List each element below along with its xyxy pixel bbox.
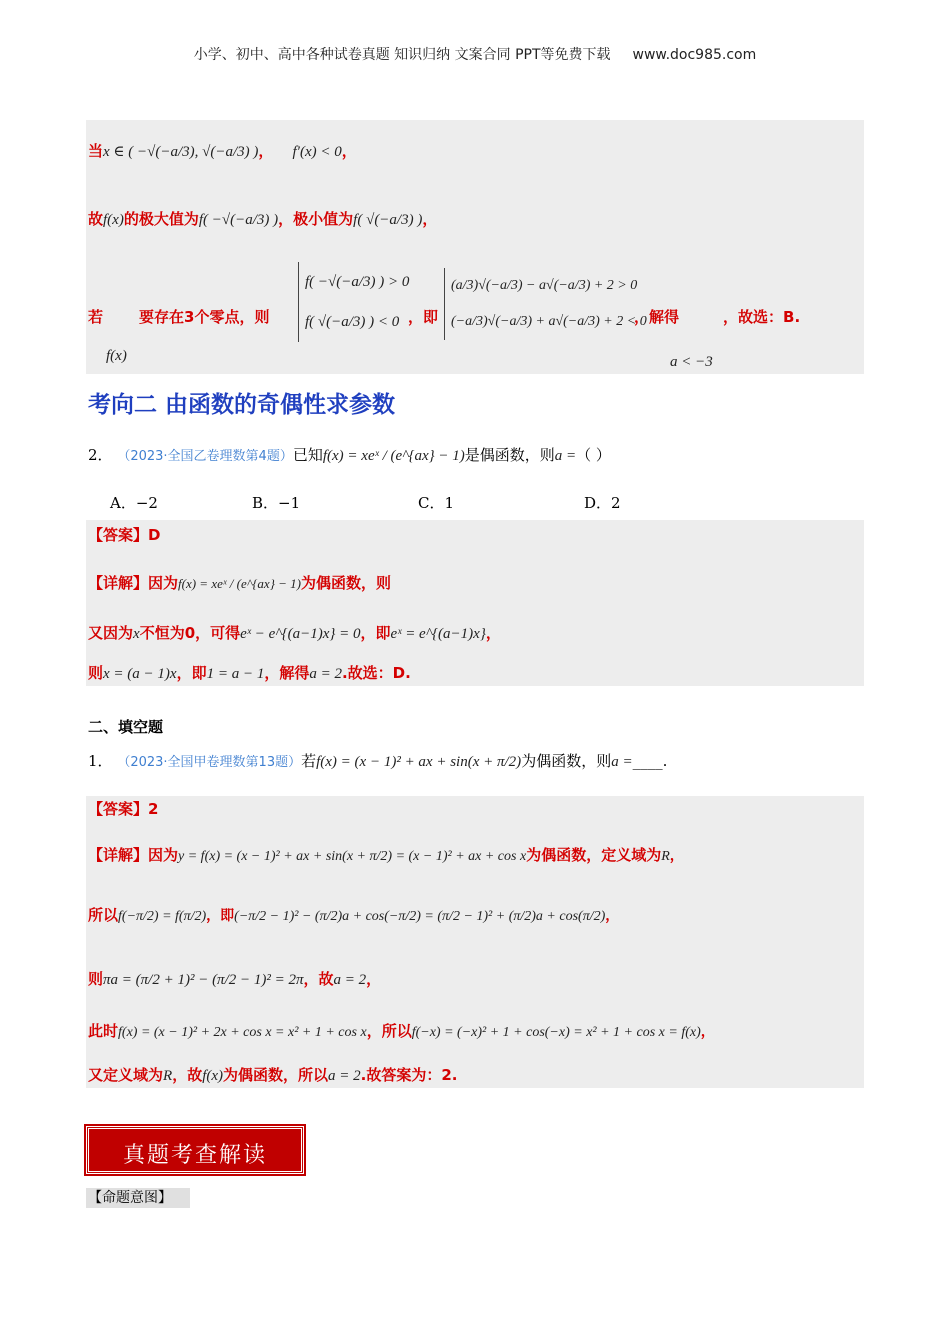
header-text: 小学、初中、高中各种试卷真题 知识归纳 文案合同 PPT等免费下载 <box>193 47 611 63</box>
page-header <box>0 44 950 64</box>
section-heading: 考向二 由函数的奇偶性求参数 <box>88 392 396 418</box>
ans1-label: 【答案】2 <box>88 800 159 818</box>
b1-solve: ，解得 ，故选：B. <box>634 308 801 326</box>
question-2: 2． （2023·全国乙卷理数第4题）已知f(x) = xeˣ / (e^{ax} − 1)是偶函数，则a =（ ） <box>88 446 611 464</box>
b1-system1: f( −√(−a/3) ) > 0 f( √(−a/3) ) < 0 <box>298 262 409 342</box>
section-fill-blank: 二、填空题 <box>88 718 164 736</box>
b1-line3: 若 要存在3个零点，则 <box>88 308 270 326</box>
ans2-line2: 又因为x不恒为0，可得eˣ − e^{(a−1)x} = 0，即eˣ = e^{(a−1)x}， <box>88 624 501 642</box>
header-site: www.doc985.com <box>632 47 757 63</box>
option-b: B．−1 <box>252 494 301 512</box>
b1-line2: 故f(x)的极大值为f( −√(−a/3) )，极小值为f( √(−a/3) )， <box>88 210 438 228</box>
option-c: C．1 <box>418 494 455 512</box>
ans2-line1: 【详解】因为f(x) = xeˣ / (e^{ax} − 1)为偶函数，则 <box>88 574 392 592</box>
intent-label: 【命题意图】 <box>86 1188 190 1208</box>
b1-result: a < −3 <box>670 354 713 370</box>
b1-join: ，即 <box>408 308 439 326</box>
option-a: A．−2 <box>110 494 158 512</box>
ans2-line3: 则x = (a − 1)x，即1 = a − 1，解得a = 2.故选：D. <box>88 664 411 682</box>
section-banner <box>86 1126 304 1174</box>
b1-line1: 当x ∈ ( −√(−a/3), √(−a/3) )， f′(x) < 0， <box>88 142 357 160</box>
question-1: 1． （2023·全国甲卷理数第13题）若f(x) = (x − 1)² + ax + sin(x + π/2)为偶函数，则a =____. <box>88 752 668 770</box>
ans1-line4: 此时f(x) = (x − 1)² + 2x + cos x = x² + 1 + cos x，所以f(−x) = (−x)² + 1 + cos(−x) = x² + 1 + cos x = f(x)， <box>88 1022 715 1040</box>
ans2-label: 【答案】D <box>88 526 161 544</box>
ans1-line1: 【详解】因为y = f(x) = (x − 1)² + ax + sin(x + π/2) = (x − 1)² + ax + cos x为偶函数，定义域为R， <box>88 846 684 864</box>
ans1-line3: 则πa = (π/2 + 1)² − (π/2 − 1)² = 2π，故a = 2， <box>88 970 382 988</box>
answer-block-1 <box>86 796 864 1088</box>
b1-system2: (a/3)√(−a/3) − a√(−a/3) + 2 > 0 (−a/3)√(−a/3) + a√(−a/3) + 2 < 0 <box>444 268 647 340</box>
option-d: D．2 <box>584 494 621 512</box>
ans1-line2: 所以f(−π/2) = f(π/2)，即(−π/2 − 1)² − (π/2)a + cos(−π/2) = (π/2 − 1)² + (π/2)a + cos(π/2)， <box>88 906 620 924</box>
b1-fx: f(x) <box>106 348 127 364</box>
banner-text: 真题考查解读 <box>122 1143 267 1168</box>
ans1-line5: 又定义域为R，故f(x)为偶函数，所以a = 2.故答案为：2. <box>88 1066 458 1084</box>
